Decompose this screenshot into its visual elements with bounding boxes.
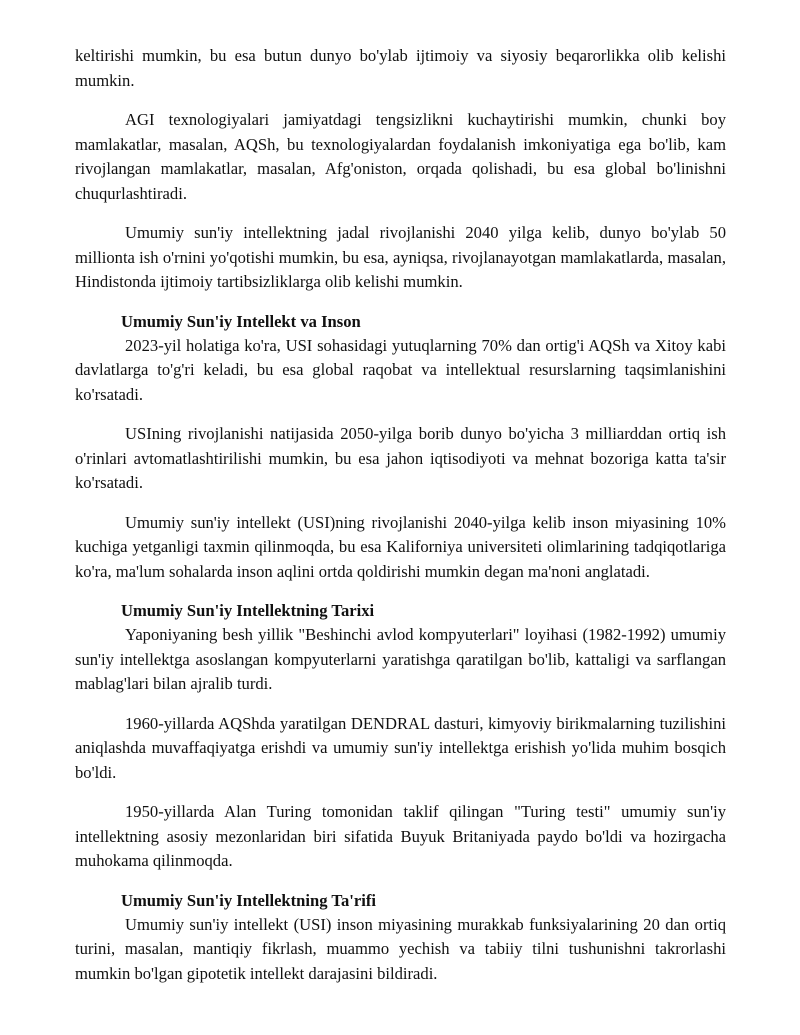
paragraph: keltirishi mumkin, bu esa butun dunyo bo'ylab ijtimoiy va siyosiy beqarorlikka olib kelishi mumkin. <box>75 46 726 90</box>
section-heading: Umumiy Sun'iy Intellekt va Inson <box>121 311 361 331</box>
paragraph: AGI texnologiyalari jamiyatdagi tengsizlikni kuchaytirishi mumkin, chunki boy mamlakatlar, masalan, AQSh, bu texnologiyalardan foydalanish imkoniyatiga ega bo'lib, kam rivojlangan mamlakatlar, masalan, Afg'oniston, orqada qolishadi, bu esa global bo'linishni chuqurlashtiradi. <box>75 110 726 203</box>
paragraph: 2023-yil holatiga ko'ra, USI sohasidagi yutuqlarning 70% dan ortig'i AQSh va Xitoy kabi davlatlarga to'g'ri keladi, bu esa global raqobat va intellektual resurslarning taqsimlanishini ko'rsatadi. <box>75 335 726 404</box>
paragraph: Umumiy sun'iy intellekt (USI) inson miyasining murakkab funksiyalarining 20 dan ortiq turini, masalan, mantiqiy fikrlash, muammo yechish va tabiiy tilni tushunishni takrorlashi mumkin bo'lgan gipotetik intellekt darajasini bildiradi. <box>75 914 726 983</box>
section-heading: Umumiy Sun'iy Intellektning Ta'rifi <box>121 890 376 910</box>
paragraph: Umumiy sun'iy intellektning jadal rivojlanishi 2040 yilga kelib, dunyo bo'ylab 50 millionta ish o'rnini yo'qotishi mumkin, bu esa, ayniqsa, rivojlanayotgan mamlakatlarda, masalan, Hindistonda ijtimoiy tartibsizliklarga olib kelishi mumkin. <box>75 223 726 291</box>
paragraph: 1960-yillarda AQShda yaratilgan DENDRAL dasturi, kimyoviy birikmalarning tuzilishini aniqlashda muvaffaqiyatga erishdi va umumiy sun'iy intellektga erishish yo'lida muhim bosqich bo'ldi. <box>75 713 726 782</box>
paragraph: USIning rivojlanishi natijasida 2050-yilga borib dunyo bo'yicha 3 milliarddan ortiq ish o'rinlari avtomatlashtirilishi mumkin, bu esa jahon iqtisodiyoti va mehnat bozoriga katta ta'sir ko'rsatadi. <box>75 424 726 492</box>
paragraph: Umumiy sun'iy intellekt (USI)ning rivojlanishi 2040-yilga kelib inson miyasining 10% kuchiga yetganligi taxmin qilinmoqda, bu esa Kaliforniya universiteti olimlarining tadqiqotlariga ko'ra, ma'lum sohalarda inson aqlini ortda qoldirishi mumkin degan ma'noni anglatadi. <box>75 512 726 581</box>
paragraph: Yaponiyaning besh yillik "Beshinchi avlod kompyuterlari" loyihasi (1982-1992) umumiy sun'iy intellektga asoslangan kompyuterlarni yaratishga qaratilgan bo'lib, kattaligi va sarflangan mablag'lari bilan ajralib turdi. <box>75 625 726 693</box>
paragraph: 1950-yillarda Alan Turing tomonidan taklif qilingan "Turing testi" umumiy sun'iy intellektning asosiy mezonlaridan biri sifatida Buyuk Britaniyada paydo bo'ldi va hozirgacha muhokama qilinmoqda. <box>75 802 726 870</box>
document-page <box>75 44 726 1001</box>
section-heading: Umumiy Sun'iy Intellektning Tarixi <box>121 601 375 620</box>
